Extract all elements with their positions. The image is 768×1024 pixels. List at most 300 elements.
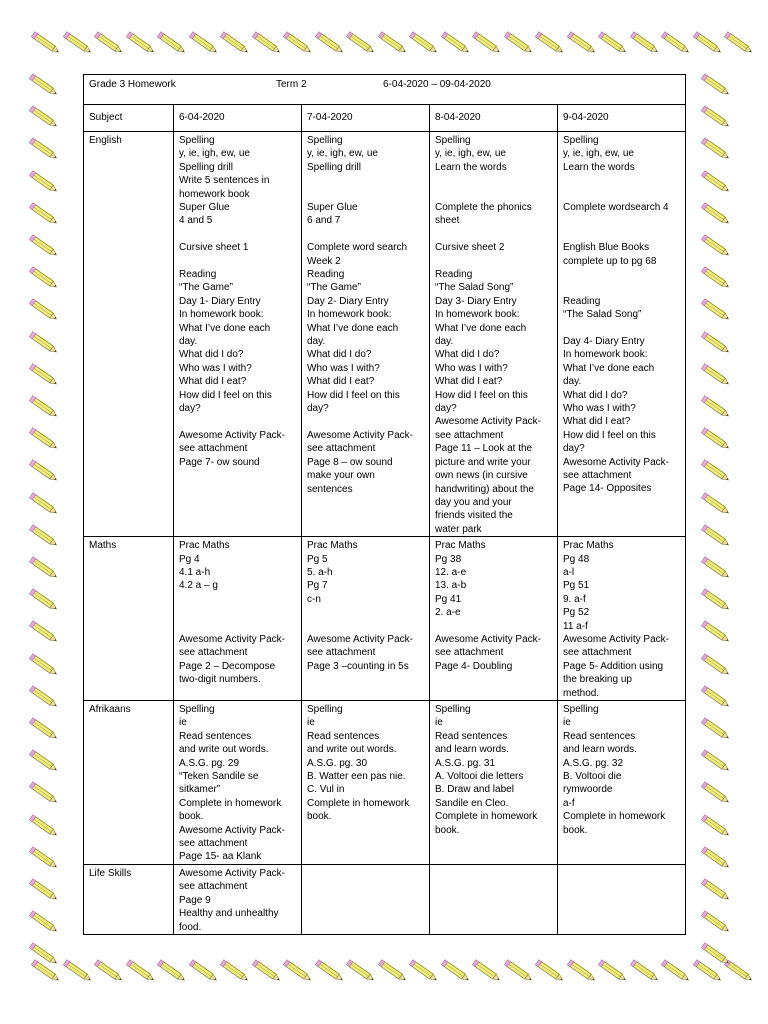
task-line — [307, 228, 425, 241]
pencil-icon — [28, 780, 62, 808]
pencil-icon — [408, 30, 442, 58]
pencil-icon — [28, 72, 62, 100]
task-cell — [558, 701, 686, 865]
pencil-icon — [28, 652, 62, 680]
pencil-icon — [156, 30, 190, 58]
task-line: Page 3 –counting in 5s — [307, 660, 409, 672]
task-line — [307, 606, 425, 619]
task-line: see attachment — [563, 647, 632, 659]
task-line: Reading — [563, 295, 601, 307]
task-line: Complete in homework — [435, 811, 538, 823]
task-line: 9. a-f — [563, 593, 586, 605]
task-line: A.S.G. pg. 31 — [435, 757, 496, 769]
task-line: Who was I with? — [435, 362, 508, 374]
task-line: ie — [179, 717, 187, 729]
column-header-day-4: 9-04-2020 — [558, 105, 686, 132]
task-line: Complete in homework — [179, 797, 282, 809]
pencil-icon — [597, 958, 631, 986]
task-line — [179, 620, 297, 633]
pencil-icon — [93, 30, 127, 58]
task-line: Awesome Activity Pack- — [563, 633, 669, 645]
task-line: and write out words. — [179, 744, 269, 756]
task-line: sitkamer” — [179, 784, 221, 796]
task-line: sentences — [307, 483, 353, 495]
task-line: 13. a-b — [435, 580, 467, 592]
task-line: 4 and 5 — [179, 215, 213, 227]
task-line: own news (in cursive — [435, 470, 528, 482]
task-line: ie — [307, 717, 315, 729]
task-line — [435, 228, 553, 241]
task-line: Awesome Activity Pack- — [179, 429, 285, 441]
task-line: day? — [435, 403, 457, 415]
pencil-icon — [700, 877, 734, 905]
task-line: C. Vul in — [307, 784, 345, 796]
task-line: Super Glue — [179, 202, 230, 214]
task-line: see attachment — [435, 647, 504, 659]
task-line: Page 5- Addition using — [563, 660, 664, 672]
task-line — [179, 606, 297, 619]
task-line: Spelling — [307, 135, 343, 146]
task-line: A.S.G. pg. 32 — [563, 757, 624, 769]
task-line: “Teken Sandile se — [179, 771, 259, 783]
subject-row-life-skills — [84, 864, 686, 934]
task-line: 4.1 a-h — [179, 566, 211, 578]
task-line — [435, 620, 553, 633]
task-line: y, ie, igh, ew, ue — [307, 148, 378, 160]
pencil-icon — [534, 30, 568, 58]
task-line — [563, 188, 681, 201]
pencil-icon — [700, 104, 734, 132]
task-cell — [558, 537, 686, 701]
task-cell — [558, 132, 686, 537]
pencil-border-left — [28, 0, 68, 1024]
task-line: picture and write your — [435, 456, 531, 468]
task-line: homework book — [179, 188, 250, 200]
pencil-icon — [700, 909, 734, 937]
task-line: In homework book: — [435, 309, 520, 321]
task-line: Awesome Activity Pack- — [307, 429, 413, 441]
pencil-icon — [28, 265, 62, 293]
task-line: “The Game” — [179, 282, 233, 294]
pencil-icon — [282, 30, 316, 58]
task-cell — [174, 701, 302, 865]
task-line: day? — [307, 403, 329, 415]
task-line: Spelling — [563, 135, 599, 146]
task-line: Complete word search — [307, 242, 408, 254]
task-line: What did I eat? — [307, 376, 375, 388]
column-header-day-3: 8-04-2020 — [430, 105, 558, 132]
pencil-icon — [377, 30, 411, 58]
task-line: What did I do? — [563, 389, 628, 401]
pencil-icon — [28, 458, 62, 486]
task-line: day? — [563, 443, 585, 455]
pencil-icon — [566, 958, 600, 986]
task-line: What I’ve done each — [435, 322, 527, 334]
pencil-icon — [28, 941, 62, 969]
task-line: Learn the words — [563, 161, 635, 173]
pencil-icon — [700, 136, 734, 164]
task-line: day. — [179, 336, 198, 348]
task-line: B. Draw and label — [435, 784, 514, 796]
task-line — [307, 174, 425, 187]
task-line: Complete in homework — [307, 797, 410, 809]
pencil-icon — [219, 958, 253, 986]
task-line: the breaking up — [563, 674, 632, 686]
pencil-icon — [700, 523, 734, 551]
task-line: Prac Maths — [435, 540, 486, 552]
task-line: Page 9 — [179, 894, 211, 906]
task-line: make your own — [307, 470, 375, 482]
column-header-day-2: 7-04-2020 — [302, 105, 430, 132]
task-line: What did I eat? — [179, 376, 247, 388]
task-line: day you and your — [435, 496, 512, 508]
pencil-icon — [377, 958, 411, 986]
pencil-icon — [282, 958, 316, 986]
task-line: two-digit numbers. — [179, 674, 261, 686]
task-cell — [302, 537, 430, 701]
task-line: How did I feel on this — [435, 389, 528, 401]
task-line: What did I do? — [435, 349, 500, 361]
task-cell — [174, 537, 302, 701]
task-line: Awesome Activity Pack- — [563, 456, 669, 468]
task-line — [179, 228, 297, 241]
pencil-icon — [700, 72, 734, 100]
task-line: Day 4- Diary Entry — [563, 335, 645, 347]
pencil-icon — [700, 652, 734, 680]
task-line: Read sentences — [563, 730, 636, 742]
task-line: see attachment — [563, 470, 632, 482]
pencil-icon — [566, 30, 600, 58]
task-line: rymwoorde — [563, 784, 613, 796]
pencil-icon — [700, 297, 734, 325]
task-line: Page 8 – ow sound — [307, 456, 393, 468]
term-label: Term 2 — [276, 79, 307, 90]
title-row — [84, 75, 686, 105]
pencil-icon — [219, 30, 253, 58]
task-line: Prac Maths — [307, 540, 358, 552]
task-line: day. — [563, 376, 582, 388]
task-line: What I’ve done each — [179, 322, 271, 334]
task-line: What did I eat? — [435, 376, 503, 388]
task-line: Page 14- Opposites — [563, 483, 652, 495]
task-line: 12. a-e — [435, 566, 467, 578]
task-line: Sandile en Cleo. — [435, 797, 509, 809]
task-line — [435, 255, 553, 268]
task-line: “The Game” — [307, 282, 361, 294]
task-line: How did I feel on this — [179, 389, 272, 401]
pencil-border-bottom — [0, 954, 768, 994]
pencil-icon — [700, 265, 734, 293]
task-line: Day 1- Diary Entry — [179, 295, 261, 307]
pencil-icon — [28, 330, 62, 358]
task-line — [435, 174, 553, 187]
task-line: Spelling — [179, 135, 215, 146]
task-cell — [558, 864, 686, 934]
task-line: Complete wordsearch 4 — [563, 202, 669, 213]
task-line: friends visited the — [435, 510, 513, 522]
task-line: What did I do? — [179, 349, 244, 361]
task-line: Awesome Activity Pack- — [179, 633, 285, 645]
sheet-title: Grade 3 Homework — [89, 79, 176, 90]
subject-name: Afrikaans — [84, 701, 174, 865]
task-cell — [302, 701, 430, 865]
task-cell — [430, 701, 558, 865]
pencil-icon — [471, 958, 505, 986]
task-line: 6 and 7 — [307, 215, 341, 227]
pencil-icon — [700, 941, 734, 969]
pencil-icon — [28, 201, 62, 229]
pencil-icon — [700, 491, 734, 519]
task-line: book. — [563, 824, 588, 836]
pencil-icon — [700, 330, 734, 358]
pencil-icon — [660, 958, 694, 986]
pencil-icon — [188, 958, 222, 986]
pencil-icon — [28, 362, 62, 390]
task-line — [179, 416, 297, 429]
task-line: Cursive sheet 1 — [179, 242, 249, 254]
task-line: Week 2 — [307, 255, 341, 267]
task-line: Read sentences — [435, 730, 508, 742]
pencil-icon — [28, 426, 62, 454]
task-line: a-f — [563, 797, 575, 809]
pencil-icon — [700, 845, 734, 873]
pencil-icon — [700, 619, 734, 647]
pencil-icon — [660, 30, 694, 58]
task-line: Awesome Activity Pack- — [179, 867, 285, 879]
pencil-icon — [629, 958, 663, 986]
task-line: Pg 51 — [563, 580, 590, 592]
subject-name: Maths — [84, 537, 174, 701]
pencil-icon — [314, 958, 348, 986]
pencil-icon — [28, 491, 62, 519]
subject-name: English — [84, 132, 174, 537]
task-line: book. — [435, 824, 460, 836]
task-line — [563, 322, 681, 335]
task-line: What I’ve done each — [307, 322, 399, 334]
task-line: In homework book: — [307, 309, 392, 321]
task-line: Reading — [307, 269, 345, 281]
pencil-border-right — [700, 0, 740, 1024]
task-line: complete up to pg 68 — [563, 255, 657, 267]
task-line: Pg 48 — [563, 553, 590, 565]
task-line: a-l — [563, 566, 575, 578]
task-line: In homework book: — [179, 309, 264, 321]
task-line: Who was I with? — [307, 362, 380, 374]
task-line: 5. a-h — [307, 566, 333, 578]
task-line: Super Glue — [307, 202, 358, 213]
task-line: A. Voltooi die letters — [435, 771, 524, 783]
task-line: Page 7- ow sound — [179, 456, 260, 468]
pencil-icon — [700, 555, 734, 583]
task-line: and write out words. — [307, 744, 397, 756]
task-line — [179, 593, 297, 606]
pencil-icon — [700, 233, 734, 261]
task-line: Prac Maths — [179, 540, 230, 552]
task-line: Read sentences — [307, 730, 380, 742]
task-line: Reading — [179, 269, 217, 281]
pencil-icon — [700, 169, 734, 197]
task-line: day? — [179, 403, 201, 415]
task-line: see attachment — [435, 429, 504, 441]
task-line: c-n — [307, 593, 321, 605]
task-line: Awesome Activity Pack- — [307, 633, 413, 645]
pencil-icon — [28, 523, 62, 551]
task-line: Pg 4 — [179, 553, 200, 565]
task-cell — [302, 864, 430, 934]
task-line: y, ie, igh, ew, ue — [563, 148, 634, 160]
task-cell — [430, 132, 558, 537]
pencil-icon — [700, 458, 734, 486]
task-line: What I’ve done each — [563, 362, 655, 374]
pencil-icon — [28, 169, 62, 197]
task-line: How did I feel on this — [307, 389, 400, 401]
task-line: B. Watter een pas nie. — [307, 771, 406, 783]
pencil-icon — [125, 30, 159, 58]
task-line: Learn the words — [435, 161, 507, 173]
task-line: Awesome Activity Pack- — [435, 633, 541, 645]
task-line: and learn words. — [435, 744, 509, 756]
pencil-icon — [28, 555, 62, 583]
pencil-icon — [700, 201, 734, 229]
pencil-icon — [597, 30, 631, 58]
task-line: Page 11 – Look at the — [435, 443, 533, 455]
task-line: Page 4- Doubling — [435, 660, 513, 672]
task-line: and learn words. — [563, 744, 637, 756]
column-header-subject: Subject — [84, 105, 174, 132]
task-line — [307, 188, 425, 201]
pencil-icon — [28, 394, 62, 422]
pencil-icon — [700, 587, 734, 615]
task-line: day. — [435, 336, 454, 348]
task-line — [435, 188, 553, 201]
task-line: Prac Maths — [563, 540, 614, 552]
task-line — [563, 174, 681, 187]
task-line — [307, 415, 425, 428]
pencil-icon — [700, 748, 734, 776]
pencil-icon — [28, 136, 62, 164]
pencil-icon — [28, 909, 62, 937]
task-line: Awesome Activity Pack- — [179, 824, 285, 836]
task-line: Who was I with? — [179, 362, 252, 374]
task-line: What did I eat? — [563, 416, 631, 428]
task-line: Spelling — [435, 704, 471, 715]
pencil-icon — [700, 394, 734, 422]
task-line: A.S.G. pg. 30 — [307, 757, 368, 769]
task-line: y, ie, igh, ew, ue — [435, 148, 506, 160]
task-line: In homework book: — [563, 349, 648, 361]
pencil-border-top — [0, 26, 768, 66]
task-line: Spelling — [563, 704, 599, 715]
task-line: English Blue Books — [563, 242, 650, 254]
pencil-icon — [28, 845, 62, 873]
task-line: Pg 38 — [435, 553, 462, 565]
task-line: sheet — [435, 215, 460, 227]
task-line: Day 3- Diary Entry — [435, 295, 517, 307]
pencil-icon — [629, 30, 663, 58]
pencil-icon — [440, 30, 474, 58]
task-line: Spelling — [307, 704, 343, 715]
pencil-icon — [345, 30, 379, 58]
pencil-icon — [534, 958, 568, 986]
pencil-icon — [28, 813, 62, 841]
task-line: Pg 41 — [435, 593, 462, 605]
task-line: Reading — [435, 269, 473, 280]
task-line: Pg 5 — [307, 553, 328, 565]
pencil-icon — [700, 780, 734, 808]
pencil-icon — [28, 587, 62, 615]
pencil-icon — [408, 958, 442, 986]
subject-row-afrikaans — [84, 701, 686, 865]
pencil-icon — [28, 716, 62, 744]
task-cell — [302, 132, 430, 537]
task-line: 4.2 a – g — [179, 580, 218, 592]
task-line: y, ie, igh, ew, ue — [179, 148, 250, 160]
subject-row-maths — [84, 537, 686, 701]
pencil-icon — [125, 958, 159, 986]
task-line: handwriting) about the — [435, 483, 534, 495]
task-cell — [430, 864, 558, 934]
task-line: food. — [179, 921, 202, 933]
task-line: see attachment — [179, 443, 248, 455]
task-line: see attachment — [179, 647, 248, 659]
task-line: Healthy and unhealthy — [179, 908, 279, 920]
task-line: Cursive sheet 2 — [435, 242, 505, 254]
task-line: Day 2- Diary Entry — [307, 295, 389, 307]
task-line — [307, 620, 425, 633]
task-line: A.S.G. pg. 29 — [179, 757, 240, 769]
task-line: water park — [435, 523, 482, 535]
pencil-icon — [156, 958, 190, 986]
task-line: What did I do? — [307, 349, 372, 361]
pencil-icon — [28, 877, 62, 905]
column-header-day-1: 6-04-2020 — [174, 105, 302, 132]
title-cell — [84, 75, 686, 105]
pencil-icon — [700, 362, 734, 390]
task-line: Pg 7 — [307, 580, 328, 592]
pencil-icon — [345, 958, 379, 986]
task-line: Write 5 sentences in — [179, 175, 270, 187]
task-line: Read sentences — [179, 730, 252, 742]
pencil-icon — [503, 30, 537, 58]
date-range: 6-04-2020 – 09-04-2020 — [383, 79, 491, 90]
task-cell — [430, 537, 558, 701]
pencil-icon — [28, 748, 62, 776]
task-line: How did I feel on this — [563, 429, 656, 441]
pencil-icon — [28, 297, 62, 325]
pencil-icon — [28, 684, 62, 712]
pencil-icon — [700, 426, 734, 454]
pencil-icon — [700, 716, 734, 744]
task-line: see attachment — [307, 647, 376, 659]
subject-row-english — [84, 132, 686, 537]
task-line — [563, 281, 681, 294]
task-line: Pg 52 — [563, 607, 590, 619]
pencil-icon — [28, 619, 62, 647]
task-line: Spelling drill — [307, 161, 361, 173]
task-cell — [174, 132, 302, 537]
task-line: Who was I with? — [563, 403, 636, 415]
task-line: 2. a-e — [435, 607, 461, 619]
task-line: “The Salad Song” — [563, 309, 642, 321]
task-line: book. — [307, 811, 332, 823]
pencil-icon — [471, 30, 505, 58]
task-line: see attachment — [179, 838, 248, 850]
task-line: B. Voltooi die — [563, 771, 622, 783]
task-line: Spelling drill — [179, 161, 233, 173]
pencil-icon — [251, 30, 285, 58]
task-cell — [174, 864, 302, 934]
pencil-icon — [93, 958, 127, 986]
